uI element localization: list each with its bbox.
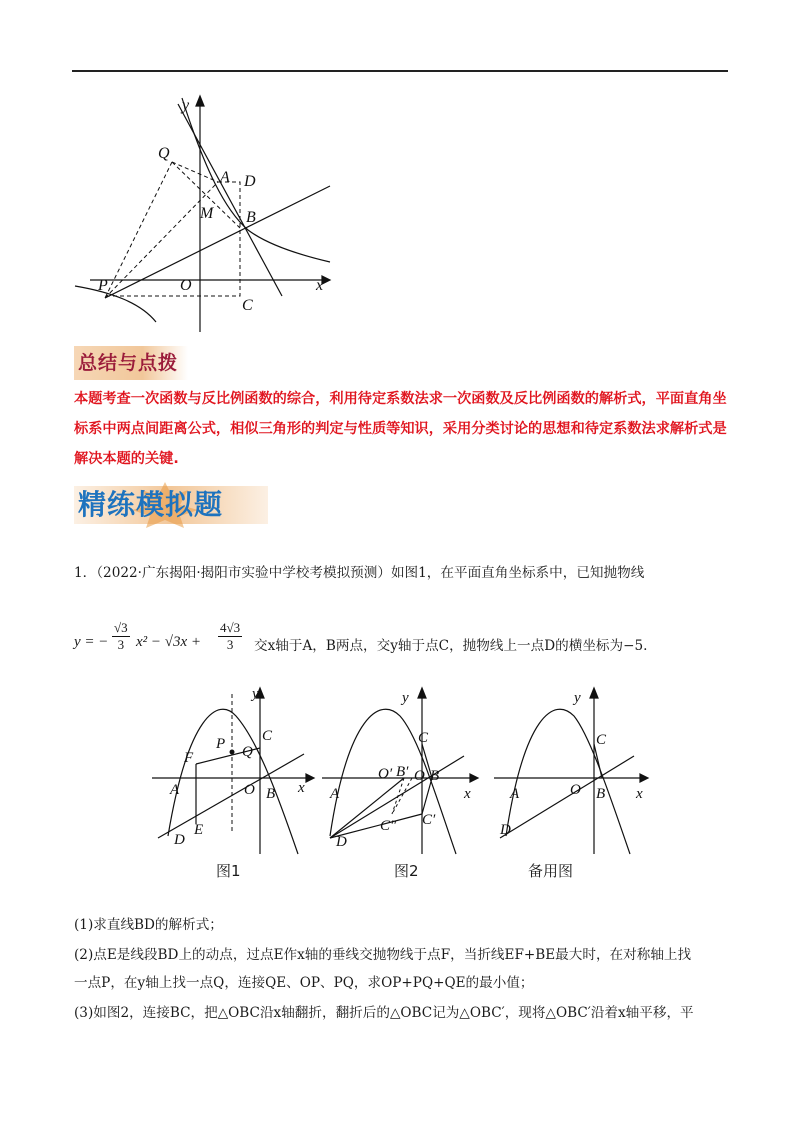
problem-number: 1． [74, 565, 97, 581]
frac1-num: √3 [114, 620, 128, 635]
dashed-pa [105, 182, 218, 298]
label-x: x [316, 277, 324, 294]
fig1-parabola [168, 709, 298, 854]
fig3-label-o: O [570, 782, 581, 798]
fig3-label-a: A [510, 786, 520, 802]
label-q: Q [158, 145, 170, 162]
fig3-label-c: C [596, 732, 607, 748]
fig2-label-y: y [402, 690, 409, 706]
fig3-parabola [506, 709, 630, 854]
parabola-formula [74, 616, 734, 666]
fig3-segment-cb [594, 744, 602, 778]
fig1-line-bd [158, 754, 304, 838]
fig2-caption: 图2 [394, 862, 419, 880]
fig2-dash-b1-c2 [392, 778, 412, 814]
figure-spare [490, 686, 660, 854]
problem-intro [74, 562, 734, 584]
line-ab [178, 104, 282, 296]
top-figure [60, 90, 360, 340]
label-o: O [180, 277, 192, 294]
fig2-label-b1: B′ [396, 764, 409, 780]
y-arrow [196, 96, 204, 106]
frac1-den: 3 [117, 637, 125, 652]
label-a: A [220, 169, 230, 186]
label-y: y [182, 97, 190, 114]
fig2-label-b: B [430, 768, 440, 784]
summary-banner: 总结与点拨 [74, 346, 188, 380]
fig2-label-x: x [464, 786, 471, 802]
formula-lhs: y = − [74, 634, 109, 650]
fig1-label-e: E [194, 822, 204, 838]
fig1-label-d: D [174, 832, 185, 848]
hyperbola-upper [182, 98, 330, 262]
figure-2 [318, 686, 488, 854]
formula-tail: 交x轴于A，B两点，交y轴于点C，抛物线上一点D的横坐标为−5. [254, 638, 648, 654]
spare-fig-caption: 备用图 [528, 862, 574, 880]
fig1-label-o: O [244, 782, 255, 798]
hyperbola-lower [75, 286, 156, 322]
dashed-rect [105, 182, 240, 296]
frac2-den: 3 [226, 637, 234, 652]
fig1-caption: 图1 [216, 862, 241, 880]
summary-text: 本题考查一次函数与反比例函数的综合，利用待定系数法求一次函数及反比例函数的解析式，平面直角坐标系中两点间距离公式，相似三角形的判定与性质等知识，采用分类讨论的思想和待定系数法求解析式是解决本题的关键. [74, 391, 727, 467]
fig2-label-c1: C′ [422, 812, 436, 828]
label-p: P [98, 277, 108, 294]
formula-mid: x² − √3x + [136, 634, 202, 650]
fig1-label-b: B [266, 786, 276, 802]
frac2-num: 4√3 [220, 620, 241, 635]
fig2-label-d: D [336, 834, 347, 850]
label-d: D [244, 173, 256, 190]
fig2-label-o: O [414, 768, 425, 784]
x-arrow [322, 276, 330, 284]
fig2-label-a: A [330, 786, 340, 802]
line-pb [105, 186, 330, 298]
fig2-label-o1: O′ [378, 766, 393, 782]
header-rule [72, 70, 728, 72]
fig1-label-f: F [184, 750, 194, 766]
label-b: B [246, 209, 256, 226]
label-m: M [200, 205, 214, 222]
fig3-label-b: B [596, 786, 606, 802]
fig1-label-p: P [216, 736, 226, 752]
fig3-label-x: x [636, 786, 643, 802]
fig2-label-c2: C″ [380, 818, 397, 834]
question-1: (1)求直线BD的解析式； [74, 917, 223, 933]
fig1-label-c: C [262, 728, 273, 744]
fig1-label-a: A [170, 782, 180, 798]
question-3: (3)如图2，连接BC，把△OBC沿x轴翻折，翻折后的△OBC记为△OBC′，现将△OBC′沿着x轴平移，平 [74, 1005, 694, 1021]
fig1-point-p [230, 750, 235, 755]
fig1-label-x: x [298, 780, 305, 796]
problem-intro-text: （2022·广东揭阳·揭阳市实验中学校考模拟预测）如图1，在平面直角坐标系中，已知抛物线 [96, 565, 645, 581]
fig2-label-c: C [418, 730, 429, 746]
dashed-qp [105, 162, 172, 298]
fig3-label-y: y [574, 690, 581, 706]
label-c: C [242, 297, 253, 314]
question-2-line1: (2)点E是线段BD上的动点，过点E作x轴的垂线交抛物线于点F，当折线EF+BE最大时，在对称轴上找 [74, 947, 692, 963]
figure-1 [148, 686, 318, 854]
formula-frac1 [112, 620, 130, 653]
practice-banner: 精练模拟题 [74, 486, 268, 524]
question-2-line2: 一点P，在y轴上找一点Q，连接QE、OP、PQ，求OP+PQ+QE的最小值； [74, 975, 534, 991]
formula-frac2 [218, 620, 242, 653]
fig3-label-d: D [500, 822, 511, 838]
fig1-label-q: Q [242, 744, 253, 760]
fig1-label-y: y [252, 686, 259, 702]
